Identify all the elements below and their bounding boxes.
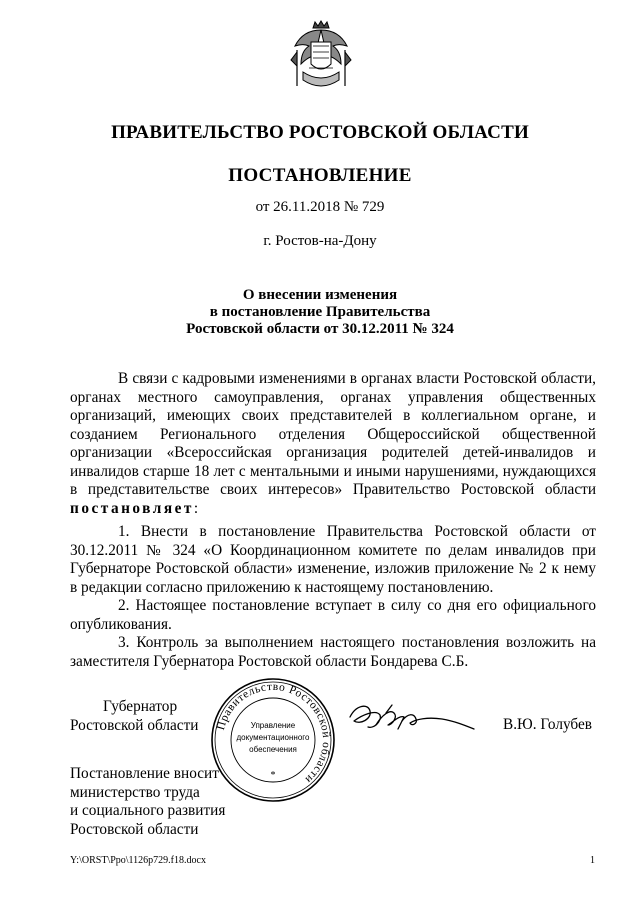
government-title: ПРАВИТЕЛЬСТВО РОСТОВСКОЙ ОБЛАСТИ (111, 122, 529, 143)
signatory-title-line: Ростовской области (70, 716, 199, 734)
preamble-paragraph (70, 370, 596, 518)
signatory-name: В.Ю. Голубев (503, 716, 593, 733)
submitter-line: министерство труда (70, 783, 200, 801)
preamble-text: В связи с кадровыми изменениями в органах власти Ростовской области, органах местного самоуправления, органах управления общественных организаций, имеющих своих представителей в коллегиальном органе, и созданием Регионального отделения Общероссийской общественной организации «Всероссийская организация родителей детей-инвалидов и инвалидов старше 18 лет с ментальными и иными нарушениями, нуждающихся в представительстве своих интересов» Правительство Ростовской области (70, 370, 596, 498)
footer-page-number: 1 (590, 855, 595, 866)
subject-line: Ростовской области от 30.12.2011 № 324 (186, 321, 454, 337)
item-2-paragraph: 2. Настоящее постановление вступает в силу со дня его официального опубликования. (70, 597, 596, 633)
seal-ring-text: Правительство Ростовской области (215, 680, 333, 786)
document-date-number: от 26.11.2018 № 729 (255, 199, 385, 215)
seal-inner-line: обеспечения (249, 745, 297, 754)
submitter-line: Ростовской области (70, 820, 199, 838)
footer-file-path: Y:\ORST\Ppo\1126p729.f18.docx (70, 855, 206, 866)
resolves-colon: : (193, 499, 199, 517)
resolves-word: постановляет (70, 499, 194, 517)
item-1-paragraph: 1. Внести в постановление Правительства Ростовской области от 30.12.2011 № 324 «О Координационном комитете по делам инвалидов при Губернаторе Ростовской области» изменение, изложив приложение № 2 к нему в редакции согласно приложению к настоящему постановлению. (70, 523, 596, 596)
submitter-block (70, 765, 280, 839)
seal-inner-line: документационного (236, 733, 310, 742)
subject-line: в постановление Правительства (209, 304, 431, 320)
document-city: г. Ростов-на-Дону (263, 233, 377, 249)
document-subject (120, 287, 520, 338)
item-3-paragraph: 3. Контроль за выполнением настоящего постановления возложить на заместителя Губернатора Ростовской области Бондарева С.Б. (70, 634, 596, 670)
seal-star-icon: * (270, 770, 276, 781)
coat-of-arms-icon (289, 20, 353, 92)
submitter-line: и социального развития (70, 802, 226, 819)
seal-inner-line: Управление (250, 721, 296, 730)
signatory-title-line: Губернатор (103, 698, 178, 715)
document-type-title: ПОСТАНОВЛЕНИЕ (228, 165, 412, 186)
handwritten-signature (346, 695, 478, 743)
submitter-line: Постановление вносит (70, 765, 219, 782)
subject-line: О внесении изменения (242, 287, 398, 303)
